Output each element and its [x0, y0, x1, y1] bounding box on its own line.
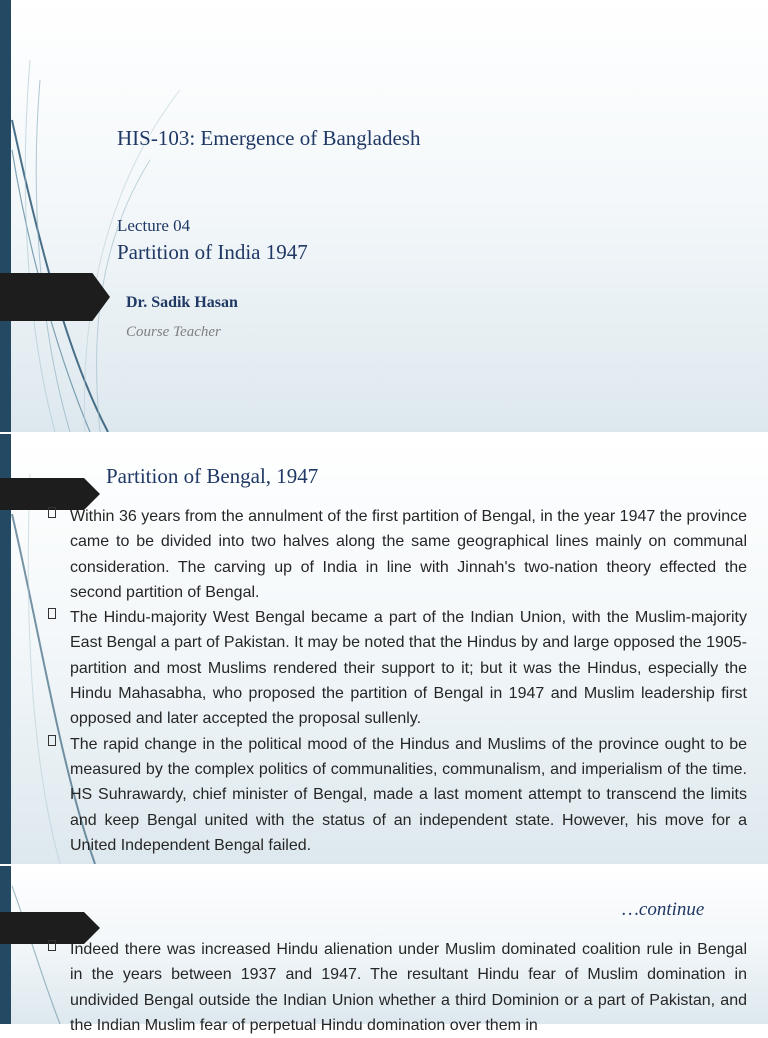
- teacher-role: Course Teacher: [126, 324, 221, 340]
- lecture-subtitle: Partition of India 1947: [117, 240, 308, 264]
- list-item: The rapid change in the political mood of the Hindus and Muslims of the province ought to be measured by the complex politics of communalities, communalism, and imperialism of the time. HS Suhrawardy, chief minister of Bengal, made a last moment attempt to transcend the limits and keep Bengal united with the status of an independent state. However, his move for a United Independent Bengal failed.: [70, 732, 747, 858]
- bullet-glyph-icon: [48, 940, 56, 951]
- continue-label: …continue: [622, 899, 705, 920]
- slide-continue: [0, 866, 768, 1034]
- bullet-list: [70, 504, 747, 858]
- bullet-glyph-icon: [48, 735, 56, 746]
- slide-title: [0, 0, 768, 432]
- title-arrow-marker: [0, 273, 110, 321]
- bullet-glyph-icon: [48, 507, 56, 518]
- bullet-list: [70, 937, 747, 1038]
- teacher-name: Dr. Sadik Hasan: [126, 294, 238, 311]
- course-title: HIS-103: Emergence of Bangladesh: [117, 126, 421, 150]
- list-item: The Hindu-majority West Bengal became a part of the Indian Union, with the Muslim-majority East Bengal a part of Pakistan. It may be noted that the Hindus by and large opposed the 1905-partition and most Muslims rendered their support to it; but it was the Hindus, especially the Hindu Mahasabha, who proposed the partition of Bengal in 1947 and Muslim leadership first opposed and later accepted the proposal sullenly.: [70, 605, 747, 731]
- slide-partition-of-bengal: [0, 434, 768, 864]
- decorative-swoosh-lines: [0, 0, 768, 432]
- slide-title: Partition of Bengal, 1947: [106, 464, 319, 488]
- list-item: Within 36 years from the annulment of the first partition of Bengal, in the year 1947 the province came to be divided into two halves along the same geographical lines mainly on communal consideration. The carving up of India in line with Jinnah's two-nation theory effected the second partition of Bengal.: [70, 504, 747, 605]
- list-item: Indeed there was increased Hindu alienation under Muslim dominated coalition rule in Bengal in the years between 1937 and 1947. The resultant Hindu fear of Muslim domination in undivided Bengal outside the Indian Union whether a third Dominion or a part of Pakistan, and the Indian Muslim fear of perpetual Hindu domination over them in: [70, 937, 747, 1038]
- lecture-number: Lecture 04: [117, 216, 191, 235]
- bullet-glyph-icon: [48, 608, 56, 619]
